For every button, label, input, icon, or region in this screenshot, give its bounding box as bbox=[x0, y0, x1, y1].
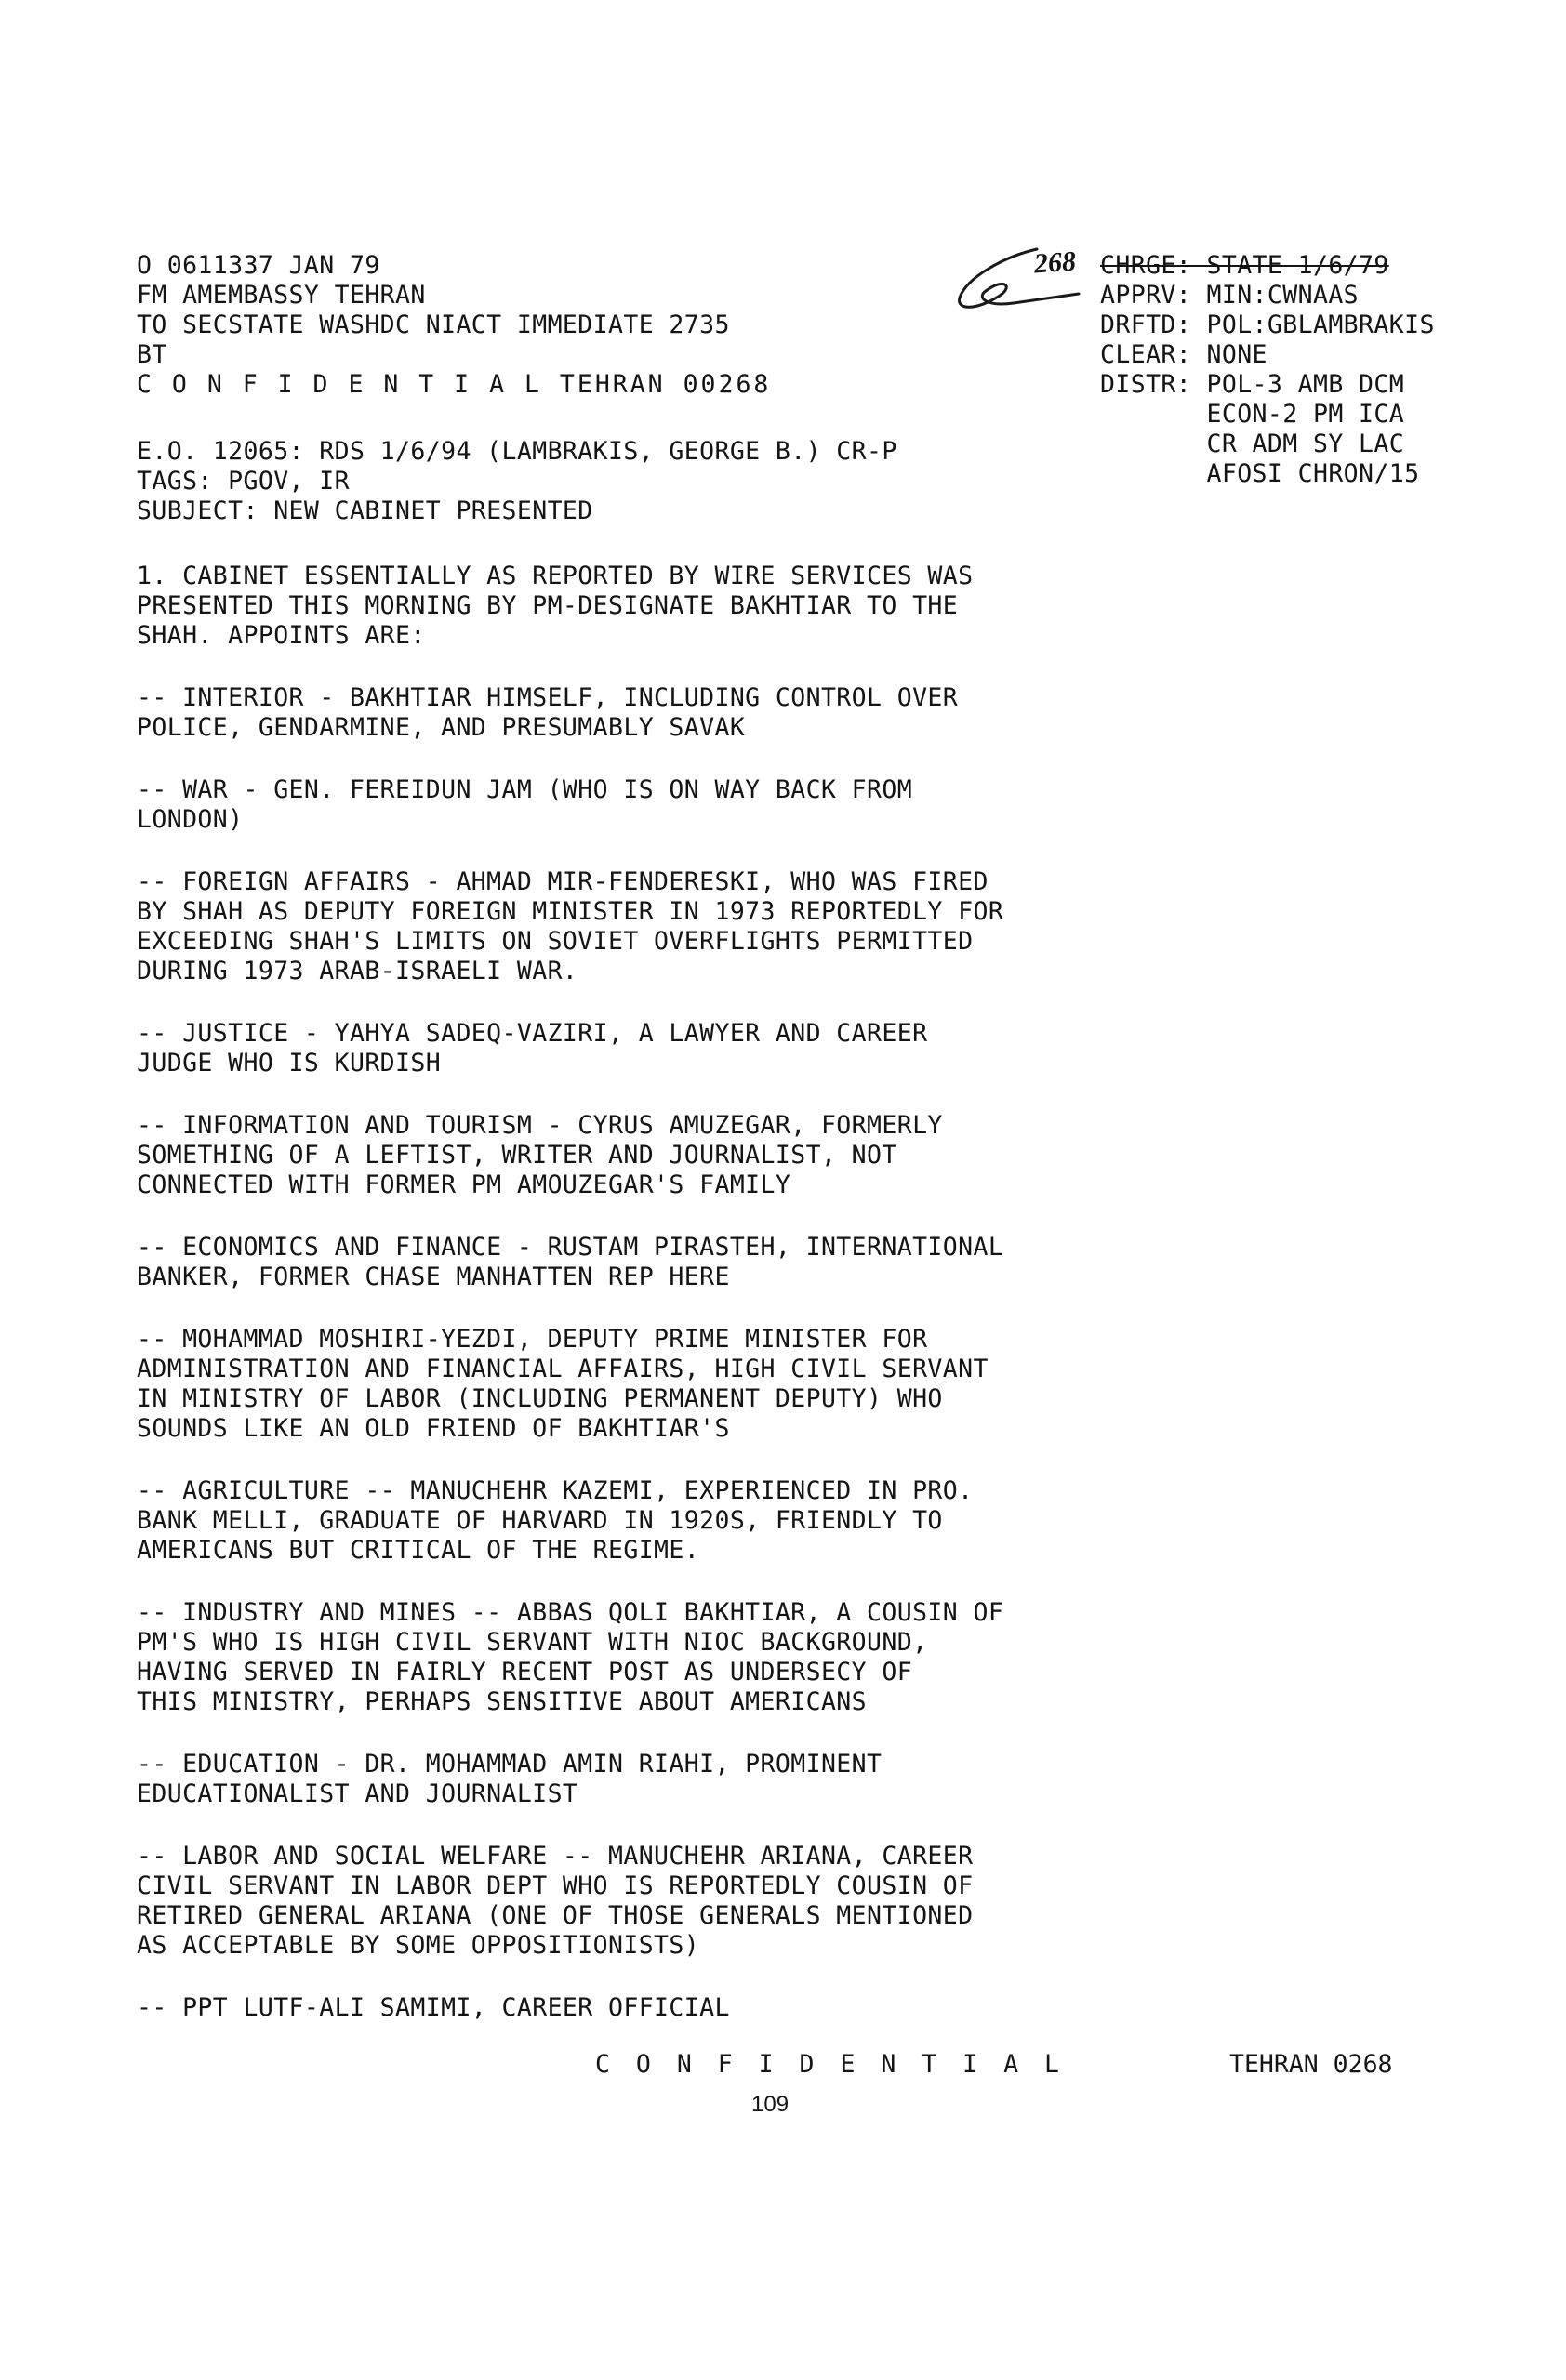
appointment-education: -- EDUCATION - DR. MOHAMMAD AMIN RIAHI, PROMINENT EDUCATIONALIST AND JOURNALIST bbox=[137, 1750, 883, 1808]
cable-to: TO SECSTATE WASHDC NIACT IMMEDIATE 2735 bbox=[137, 311, 730, 339]
intro-paragraph: 1. CABINET ESSENTIALLY AS REPORTED BY WIRE SERVICES WAS PRESENTED THIS MORNING BY PM-DESIGNATE BAKHTIAR TO THE SHAH. APPOINTS ARE: bbox=[137, 562, 974, 650]
drftd-line: DRFTD: POL:GBLAMBRAKIS bbox=[1100, 311, 1435, 339]
subject-line: SUBJECT: NEW CABINET PRESENTED bbox=[137, 496, 593, 525]
footer-reference: TEHRAN 0268 bbox=[1229, 2050, 1393, 2079]
appointment-deputy-pm: -- MOHAMMAD MOSHIRI-YEZDI, DEPUTY PRIME MINISTER FOR ADMINISTRATION AND FINANCIAL AFFAIRS, HIGH CIVIL SERVANT IN MINISTRY OF LABOR (INCLUDING PERMANENT DEPUTY) WHO SOUNDS LIKE AN OLD FRIEND OF BAKHTIAR'S bbox=[137, 1325, 989, 1443]
apprv-line: APPRV: MIN:CWNAAS bbox=[1100, 281, 1360, 310]
handwritten-note: 268 bbox=[1032, 245, 1078, 280]
appointment-interior: -- INTERIOR - BAKHTIAR HIMSELF, INCLUDING CONTROL OVER POLICE, GENDARMINE, AND PRESUMABLY SAVAK bbox=[137, 683, 959, 742]
distr-line-4: AFOSI CHRON/15 bbox=[1100, 459, 1420, 488]
cable-bt: BT bbox=[137, 340, 167, 369]
distr-line-3: CR ADM SY LAC bbox=[1100, 430, 1405, 458]
appointment-information: -- INFORMATION AND TOURISM - CYRUS AMUZEGAR, FORMERLY SOMETHING OF A LEFTIST, WRITER AND JOURNALIST, NOT CONNECTED WITH FORMER PM AMOUZEGAR'S FAMILY bbox=[137, 1111, 943, 1199]
tags-line: TAGS: PGOV, IR bbox=[137, 467, 350, 496]
eo-line: E.O. 12065: RDS 1/6/94 (LAMBRAKIS, GEORGE B.) CR-P bbox=[137, 437, 897, 466]
appointment-foreign-affairs: -- FOREIGN AFFAIRS - AHMAD MIR-FENDERESKI, WHO WAS FIRED BY SHAH AS DEPUTY FOREIGN MINISTER IN 1973 REPORTEDLY FOR EXCEEDING SHAH'S LIMITS ON SOVIET OVERFLIGHTS PERMITTED DURING 1973 ARAB-ISRAELI WAR. bbox=[137, 867, 1004, 985]
appointment-ppt: -- PPT LUTF-ALI SAMIMI, CAREER OFFICIAL bbox=[137, 1993, 730, 2022]
cable-from: FM AMEMBASSY TEHRAN bbox=[137, 281, 426, 310]
appointment-justice: -- JUSTICE - YAHYA SADEQ-VAZIRI, A LAWYER AND CAREER JUDGE WHO IS KURDISH bbox=[137, 1019, 928, 1078]
appointment-agriculture: -- AGRICULTURE -- MANUCHEHR KAZEMI, EXPERIENCED IN PRO. BANK MELLI, GRADUATE OF HARVARD IN 1920S, FRIENDLY TO AMERICANS BUT CRITICAL OF THE REGIME. bbox=[137, 1476, 974, 1565]
appointment-economics: -- ECONOMICS AND FINANCE - RUSTAM PIRASTEH, INTERNATIONAL BANKER, FORMER CHASE MANHATTEN REP HERE bbox=[137, 1233, 1004, 1291]
cable-datetime: O 0611337 JAN 79 bbox=[137, 251, 380, 280]
appointment-industry: -- INDUSTRY AND MINES -- ABBAS QOLI BAKHTIAR, A COUSIN OF PM'S WHO IS HIGH CIVIL SERVANT WITH NIOC BACKGROUND, HAVING SERVED IN FAIRLY RECENT POST AS UNDERSECY OF THIS MINISTRY, PERHAPS SENSITIVE ABOUT AMERICANS bbox=[137, 1598, 1004, 1716]
distr-line: DISTR: POL-3 AMB DCM bbox=[1100, 370, 1405, 399]
distr-line-2: ECON-2 PM ICA bbox=[1100, 400, 1405, 429]
chrge-line: CHRGE: STATE 1/6/79 bbox=[1100, 251, 1389, 280]
footer-classification: C O N F I D E N T I A L bbox=[595, 2050, 1065, 2079]
page-number: 109 bbox=[751, 2092, 790, 2117]
clear-line: CLEAR: NONE bbox=[1100, 340, 1267, 369]
cable-body bbox=[137, 562, 1215, 2056]
appointment-labor: -- LABOR AND SOCIAL WELFARE -- MANUCHEHR ARIANA, CAREER CIVIL SERVANT IN LABOR DEPT WHO IS REPORTEDLY COUSIN OF RETIRED GENERAL ARIANA (ONE OF THOSE GENERALS MENTIONED AS ACCEPTABLE BY SOME OPPOSITIONISTS) bbox=[137, 1842, 974, 1960]
cable-classification-header: C O N F I D E N T I A L TEHRAN 00268 bbox=[137, 370, 772, 399]
appointment-war: -- WAR - GEN. FEREIDUN JAM (WHO IS ON WAY BACK FROM LONDON) bbox=[137, 775, 913, 834]
